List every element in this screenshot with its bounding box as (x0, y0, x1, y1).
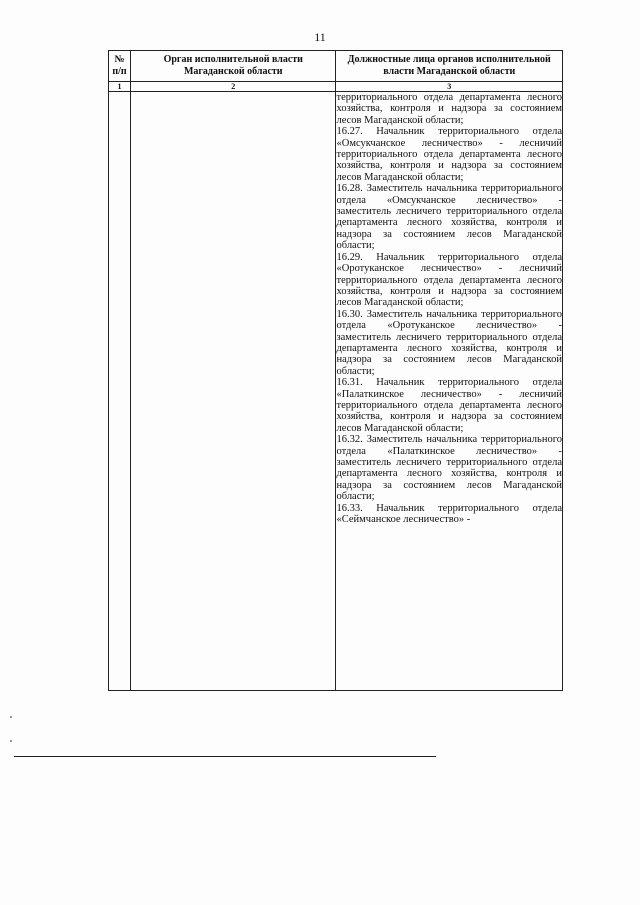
officials-paragraph: 16.32. Заместитель начальника территориального отдела «Палаткинское лесничество» - заместитель лесничего территориального отдела департамента лесного хозяйства, контроля и надзора за состоянием лесов Магаданской области; (336, 434, 562, 503)
row-number-cell (109, 92, 131, 691)
column-number-2: 2 (131, 82, 336, 92)
officials-paragraph: территориального отдела департамента лесного хозяйства, контроля и надзора за состоянием лесов Магаданской области; (336, 92, 562, 126)
officials-paragraph: 16.28. Заместитель начальника территориального отдела «Омсукчанское лесничество» - заместитель лесничего территориального отдела департамента лесного хозяйства, контроля и надзора за состоянием лесов Магаданской области; (336, 183, 562, 252)
header-officials: Должностные лица органов исполнительной власти Магаданской области (336, 51, 563, 82)
page-number: 11 (314, 30, 326, 44)
header-row (109, 51, 563, 82)
officials-paragraph: 16.30. Заместитель начальника территориального отдела «Оротуканское лесничество» - заместитель лесничего территориального отдела департамента лесного хозяйства, контроля и надзора за состоянием лесов Магаданской области; (336, 308, 562, 377)
row-organ-cell (131, 92, 336, 691)
officials-paragraph: 16.31. Начальник территориального отдела «Палаткинское лесничество» - лесничий территориального отдела департамента лесного хозяйства, контроля и надзора за состоянием лесов Магаданской области; (336, 377, 562, 434)
header-number: № п/п (109, 51, 131, 82)
officials-paragraph: 16.29. Начальник территориального отдела «Оротуканское лесничество» - лесничий территориального отдела департамента лесного хозяйства, контроля и надзора за состоянием лесов Магаданской области; (336, 251, 562, 309)
footer-rule (14, 756, 436, 757)
row-officials-cell (336, 92, 563, 691)
column-number-3: 3 (336, 82, 563, 92)
officials-paragraph: 16.33. Начальник территориального отдела «Сеймчанское лесничество» - (336, 502, 562, 526)
scan-speck (10, 740, 12, 742)
officials-table (108, 50, 563, 691)
header-organ: Орган исполнительной власти Магаданской области (131, 51, 336, 82)
officials-paragraph: 16.27. Начальник территориального отдела «Омсукчанское лесничество» - лесничий территориального отдела департамента лесного хозяйства, контроля и надзора за состоянием лесов Магаданской области; (336, 126, 562, 183)
table-row (109, 92, 563, 691)
column-number-row (109, 82, 563, 92)
column-number-1: 1 (109, 82, 131, 92)
scan-speck (10, 716, 12, 718)
